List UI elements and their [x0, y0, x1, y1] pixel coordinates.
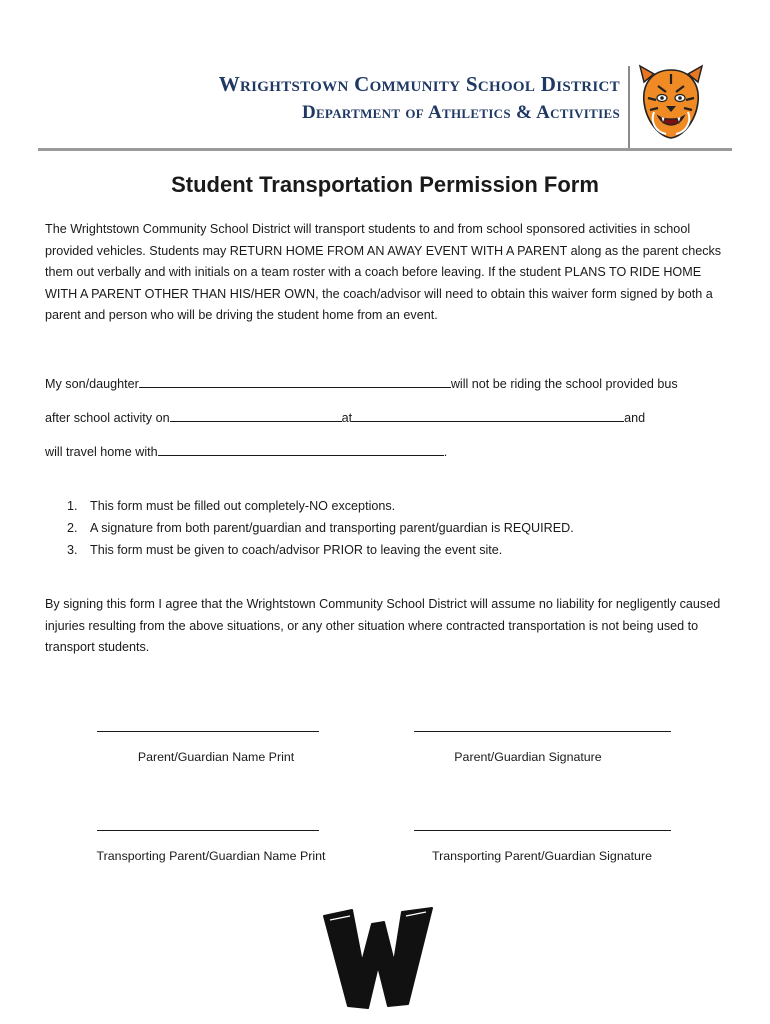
- w-letter-logo-icon: [322, 906, 434, 1010]
- agreement-paragraph: By signing this form I agree that the Wrightstown Community School District will assume no liability for negligently caused injuries resulting from the above situations, or any other situation where contracted transportation is not being used to transport students.: [45, 597, 721, 654]
- list-item: 2. A signature from both parent/guardian and transporting parent/guardian is REQUIRED.: [67, 521, 574, 535]
- travel-label-suffix: .: [443, 445, 448, 459]
- rules-list: [67, 495, 574, 561]
- header-divider: [38, 148, 732, 151]
- travel-label: will travel home with: [45, 445, 158, 459]
- fill-line-driver: [45, 443, 447, 459]
- activity-label: after school activity on: [45, 411, 170, 425]
- list-item: 3. This form must be given to coach/advisor PRIOR to leaving the event site.: [67, 543, 503, 557]
- header-divider-vertical: [628, 66, 630, 150]
- intro-paragraph: The Wrightstown Community School District will transport students to and from school sponsored activities in school provided vehicles. Students may RETURN HOME FROM AN AWAY EVENT WITH A PARENT along as the parent checks them out verbally and with initials on a team roster with a coach before leaving. If the student PLANS TO RIDE HOME WITH A PARENT OTHER THAN HIS/HER OWN, the coach/advisor will need to obtain this waiver form signed by both a parent and person who will be driving the student home from an event.: [45, 222, 722, 322]
- transport-signature-line[interactable]: [414, 830, 671, 831]
- fill-line-student: [45, 375, 678, 391]
- transport-signature-label: Transporting Parent/Guardian Signature: [432, 849, 652, 863]
- form-title: Student Transportation Permission Form: [171, 172, 599, 197]
- parent-name-signature-line[interactable]: [97, 731, 319, 732]
- activity-and-label: and: [624, 411, 646, 425]
- transport-name-signature-line[interactable]: [97, 830, 319, 831]
- activity-date-field[interactable]: [170, 409, 342, 422]
- parent-name-label: Parent/Guardian Name Print: [137, 750, 295, 764]
- parent-signature-line[interactable]: [414, 731, 671, 732]
- district-name: Wrightstown Community School District: [218, 72, 620, 96]
- transport-name-label: Transporting Parent/Guardian Name Print: [96, 849, 326, 863]
- driver-name-field[interactable]: [158, 443, 444, 456]
- list-item: 1. This form must be filled out completely-NO exceptions.: [67, 499, 396, 513]
- letterhead: [0, 0, 770, 152]
- activity-at-label: at: [341, 411, 353, 425]
- department-name: Department of Athletics & Activities: [301, 102, 620, 123]
- student-label: My son/daughter: [45, 377, 139, 391]
- student-label-suffix: will not be riding the school provided bus: [450, 377, 678, 391]
- fill-line-activity: [45, 409, 645, 425]
- tiger-logo-icon: [636, 62, 706, 140]
- activity-location-field[interactable]: [352, 409, 624, 422]
- parent-signature-label: Parent/Guardian Signature: [454, 750, 602, 764]
- student-name-field[interactable]: [139, 375, 451, 388]
